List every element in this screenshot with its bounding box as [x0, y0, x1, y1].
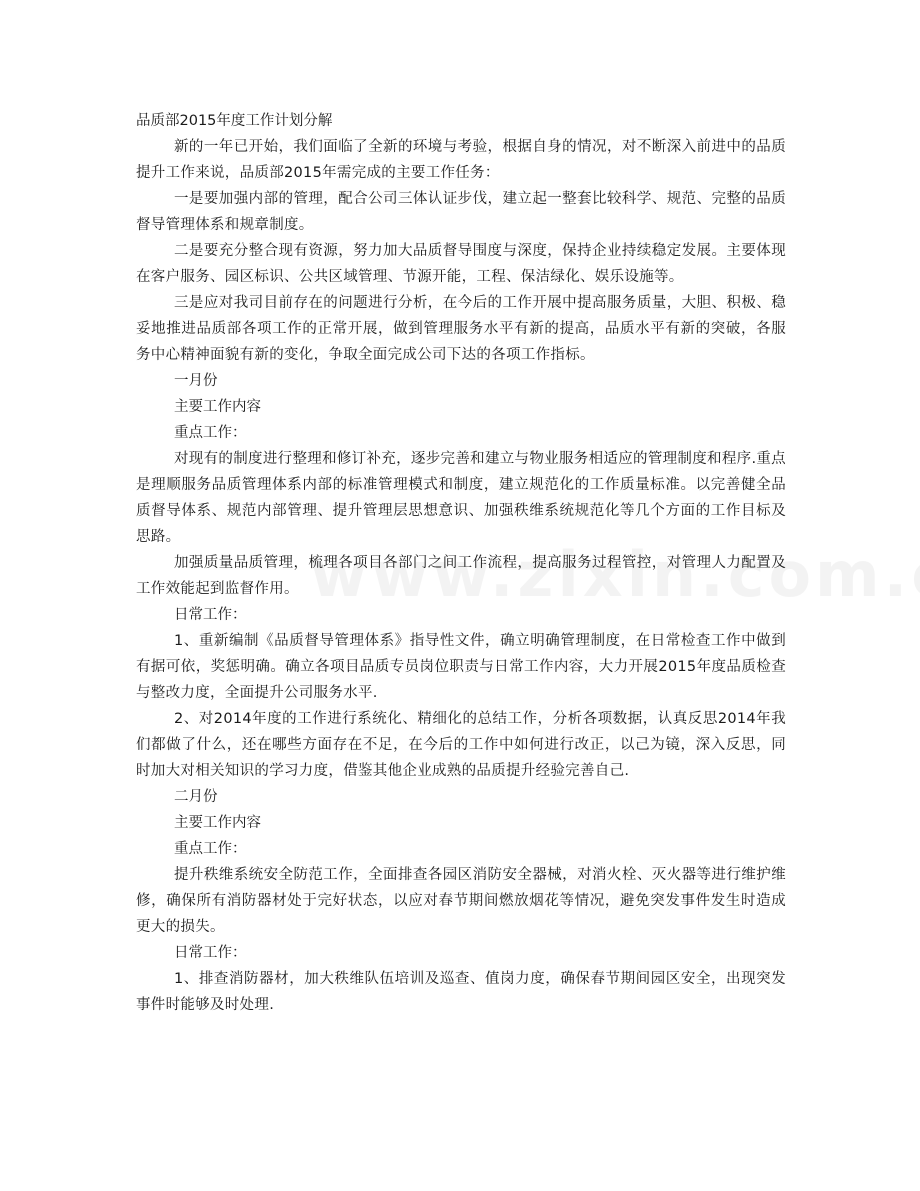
document-title: 品质部2015年度工作计划分解	[136, 113, 333, 129]
subheading-main-work: 主要工作内容	[174, 815, 261, 831]
january-daily-item-2: 2、对2014年度的工作进行系统化、精细化的总结工作，分析各项数据，认真反思2014年我们都做了什么，还在哪些方面存在不足，在今后的工作中如何进行改正，以己为镜，深入反思，同时加大对相关知识的学习力度，借鉴其他企业成熟的品质提升经验完善自己.	[136, 711, 786, 779]
subheading-main-work: 主要工作内容	[174, 399, 261, 415]
goal-three-paragraph: 三是应对我司目前存在的问题进行分析，在今后的工作开展中提高服务质量，大胆、积极、稳妥地推进品质部各项工作的正常开展，做到管理服务水平有新的提高，品质水平有新的突破，各服务中心精神面貌有新的变化，争取全面完成公司下达的各项工作指标。	[136, 295, 786, 363]
section-heading-february: 二月份	[174, 789, 218, 805]
january-daily-item-1: 1、重新编制《品质督导管理体系》指导性文件，确立明确管理制度，在日常检查工作中做到有据可依，奖惩明确。确立各项目品质专员岗位职责与日常工作内容，大力开展2015年度品质检查与整改力度，全面提升公司服务水平.	[136, 633, 786, 701]
january-key-paragraph-2: 加强质量品质管理，梳理各项目各部门之间工作流程，提高服务过程管控，对管理人力配置及工作效能起到监督作用。	[136, 555, 786, 597]
subheading-key-work: 重点工作：	[174, 425, 247, 441]
february-daily-item-1: 1、排查消防器材，加大秩维队伍培训及巡查、值岗力度，确保春节期间园区安全，出现突发事件时能够及时处理.	[136, 971, 786, 1013]
section-heading-january: 一月份	[174, 373, 218, 389]
january-key-paragraph-1: 对现有的制度进行整理和修订补充，逐步完善和建立与物业服务相适应的管理制度和程序.重点是理顺服务品质管理体系内部的标准管理模式和制度，建立规范化的工作质量标准。以完善健全品质督导体系、规范内部管理、提升管理层思想意识、加强秩维系统规范化等几个方面的工作目标及思路。	[136, 451, 786, 545]
intro-paragraph: 新的一年已开始，我们面临了全新的环境与考验，根据自身的情况，对不断深入前进中的品质提升工作来说，品质部2015年需完成的主要工作任务：	[136, 139, 786, 181]
document-page	[136, 108, 786, 1018]
subheading-key-work: 重点工作：	[174, 841, 247, 857]
february-key-paragraph: 提升秩维系统安全防范工作，全面排查各园区消防安全器械，对消火栓、灭火器等进行维护维修，确保所有消防器材处于完好状态，以应对春节期间燃放烟花等情况，避免突发事件发生时造成更大的损失。	[136, 867, 786, 935]
subheading-daily-work: 日常工作：	[174, 607, 247, 623]
goal-two-paragraph: 二是要充分整合现有资源，努力加大品质督导围度与深度，保持企业持续稳定发展。主要体现在客户服务、园区标识、公共区域管理、节源开能，工程、保洁绿化、娱乐设施等。	[136, 243, 786, 285]
subheading-daily-work: 日常工作：	[174, 945, 247, 961]
goal-one-paragraph: 一是要加强内部的管理，配合公司三体认证步伐，建立起一整套比较科学、规范、完整的品质督导管理体系和规章制度。	[136, 191, 786, 233]
